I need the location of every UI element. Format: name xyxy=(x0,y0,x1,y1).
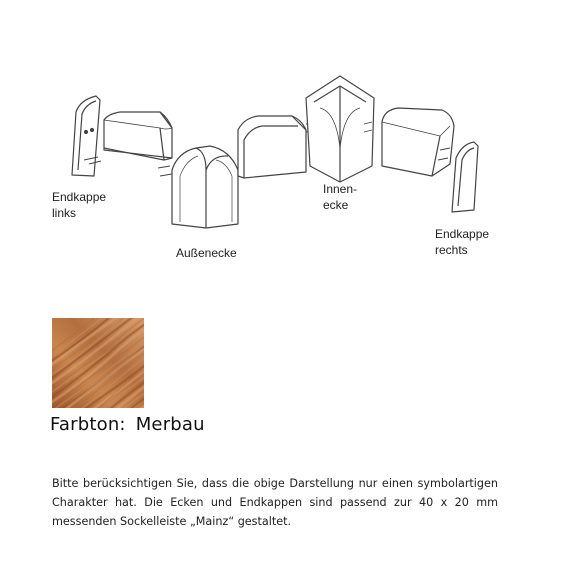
label-outer-corner-text: Außenecke xyxy=(176,246,237,260)
label-outer-corner xyxy=(176,245,237,261)
label-end-cap-left-line1: Endkappe xyxy=(52,190,107,204)
label-end-cap-right xyxy=(435,226,489,258)
label-inner-corner xyxy=(323,181,357,213)
outer-corner-drawing xyxy=(172,146,244,228)
color-tone-value: Merbau xyxy=(135,414,205,435)
label-end-cap-right-line1: Endkappe xyxy=(435,227,490,241)
label-end-cap-left xyxy=(52,189,106,221)
skirting-piece-left-drawing xyxy=(104,112,172,176)
end-cap-right-drawing xyxy=(452,142,478,212)
disclaimer-note: Bitte berücksichtigen Sie, dass die obige Darstellung nur einen symbolartigen Charakter hat. Die Ecken und Endkappen sind passend zur 40 x 20 mm messenden Sockelleiste „Mainz“ gestaltet. xyxy=(52,477,498,528)
label-end-cap-right-line2: rechts xyxy=(435,243,468,257)
label-inner-corner-line1: Innen- xyxy=(323,182,358,196)
color-tone-label: Farbton: xyxy=(50,414,126,435)
end-cap-left-drawing xyxy=(72,96,101,176)
inner-corner-drawing xyxy=(306,76,374,182)
skirting-piece-right-drawing xyxy=(382,108,454,176)
skirting-piece-middle-drawing xyxy=(238,116,314,178)
color-tone-line xyxy=(50,414,205,435)
label-inner-corner-line2: ecke xyxy=(323,198,349,212)
label-end-cap-left-line2: links xyxy=(52,206,77,220)
wood-color-swatch xyxy=(52,318,144,408)
